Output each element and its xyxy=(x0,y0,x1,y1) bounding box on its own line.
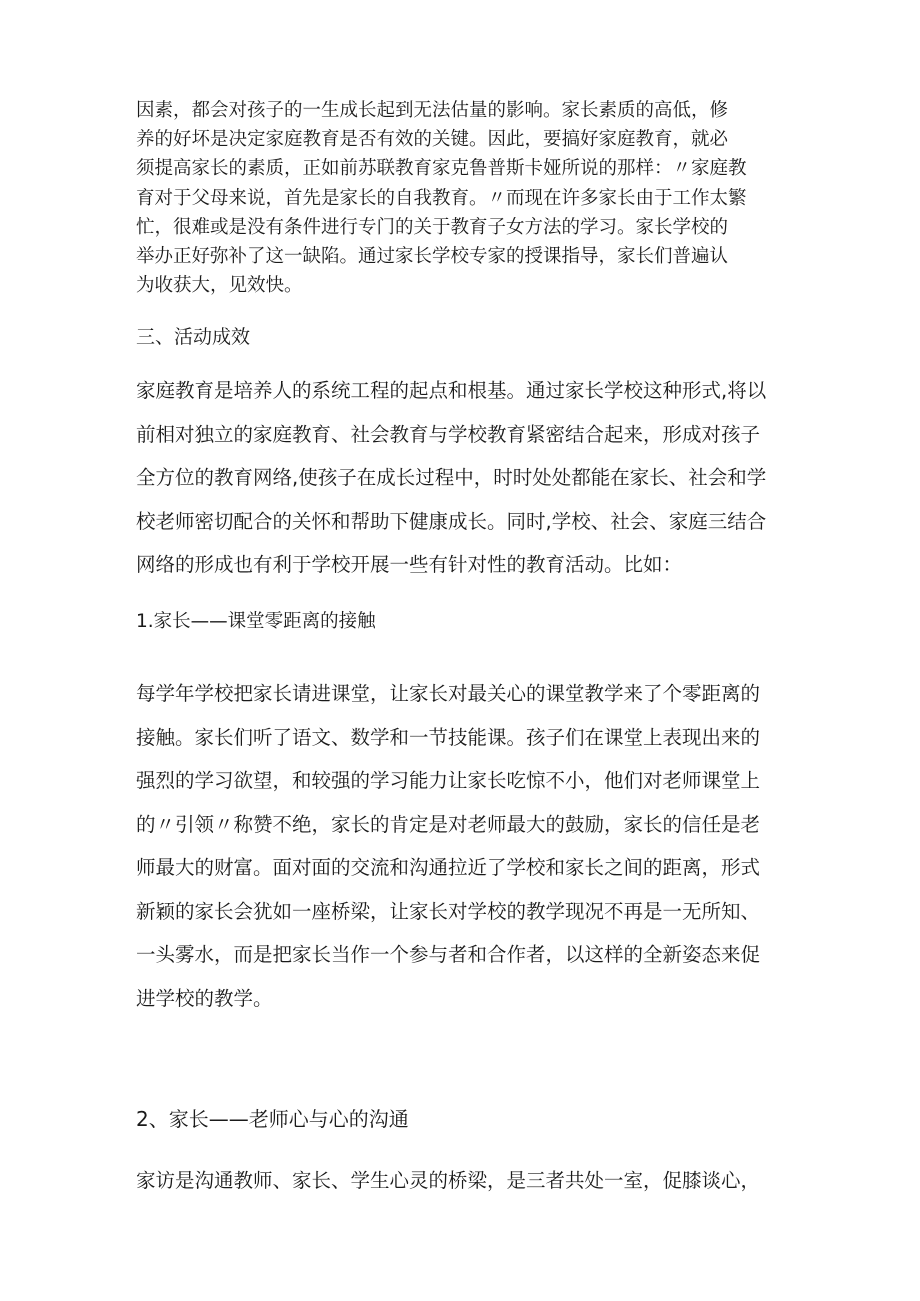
sub-heading-teacher xyxy=(136,1104,786,1134)
paragraph-line: 一头雾水，而是把家长当作一个参与者和合作者，以这样的全新姿态来促 xyxy=(136,943,761,966)
paragraph-line: 校老师密切配合的关怀和帮助下健康成长。同时,学校、社会、家庭三结合 xyxy=(136,509,767,533)
paragraph-line: 举办正好弥补了这一缺陷。通过家长学校专家的授课指导，家长们普遍认 xyxy=(136,246,729,268)
paragraph-line: 新颖的家长会犹如一座桥梁，让家长对学校的教学现况不再是一无所知、 xyxy=(136,899,761,923)
paragraph-line: 接触。家长们听了语文、数学和一节技能课。孩子们在课堂上表现出来的 xyxy=(136,725,761,749)
paragraph-line: 师最大的财富。面对面的交流和沟通拉近了学校和家长之间的距离，形式 xyxy=(136,856,761,879)
paragraph-line: 育对于父母来说，首先是家长的自我教育。〃而现在许多家长由于工作太繁 xyxy=(136,187,747,209)
paragraph-line: 全方位的教育网络,使孩子在成长过程中，时时处处都能在家长、社会和学 xyxy=(136,466,767,490)
paragraph-line: 网络的形成也有利于学校开展一些有针对性的教育活动。比如： xyxy=(136,553,683,577)
classroom-paragraph xyxy=(136,672,786,1020)
paragraph-line: 为收获大，见效快。 xyxy=(136,275,303,297)
intro-paragraph xyxy=(136,96,786,300)
paragraph-line: 强烈的学习欲望，和较强的学习能力让家长吃惊不小，他们对老师课堂上 xyxy=(136,769,761,792)
sub-heading-classroom xyxy=(136,607,786,637)
sub-heading-text: 1.家长——课堂零距离的接触 xyxy=(136,611,376,632)
paragraph-line: 家访是沟通教师、家长、学生心灵的桥梁，是三者共处一室，促膝谈心， xyxy=(136,1169,761,1192)
home-visit-paragraph xyxy=(136,1164,786,1198)
section-heading-results xyxy=(136,322,786,352)
sub-heading-text: 2、家长——老师心与心的沟通 xyxy=(136,1107,409,1131)
paragraph-line: 每学年学校把家长请进课堂，让家长对最关心的课堂教学来了个零距离的 xyxy=(136,682,761,705)
paragraph-line: 进学校的教学。 xyxy=(136,986,273,1010)
paragraph-line: 前相对独立的家庭教育、社会教育与学校教育紧密结合起来，形成对孩子 xyxy=(136,422,761,446)
paragraph-line: 养的好坏是决定家庭教育是否有效的关键。因此，要搞好家庭教育，就必 xyxy=(136,129,729,151)
paragraph-line: 忙，很难或是没有条件进行专门的关于教育子女方法的学习。家长学校的 xyxy=(136,216,729,238)
section-heading-text: 三、活动成效 xyxy=(136,326,251,348)
paragraph-line: 家庭教育是培养人的系统工程的起点和根基。通过家长学校这种形式,将以 xyxy=(136,379,767,402)
effect-paragraph xyxy=(136,369,786,587)
paragraph-line: 的〃引领〃称赞不绝，家长的肯定是对老师最大的鼓励，家长的信任是老 xyxy=(136,812,761,836)
paragraph-line: 因素，都会对孩子的一生成长起到无法估量的影响。家长素质的高低，修 xyxy=(136,100,729,121)
paragraph-line: 须提高家长的素质，正如前苏联教育家克鲁普斯卡娅所说的那样：〃家庭教 xyxy=(136,158,747,180)
